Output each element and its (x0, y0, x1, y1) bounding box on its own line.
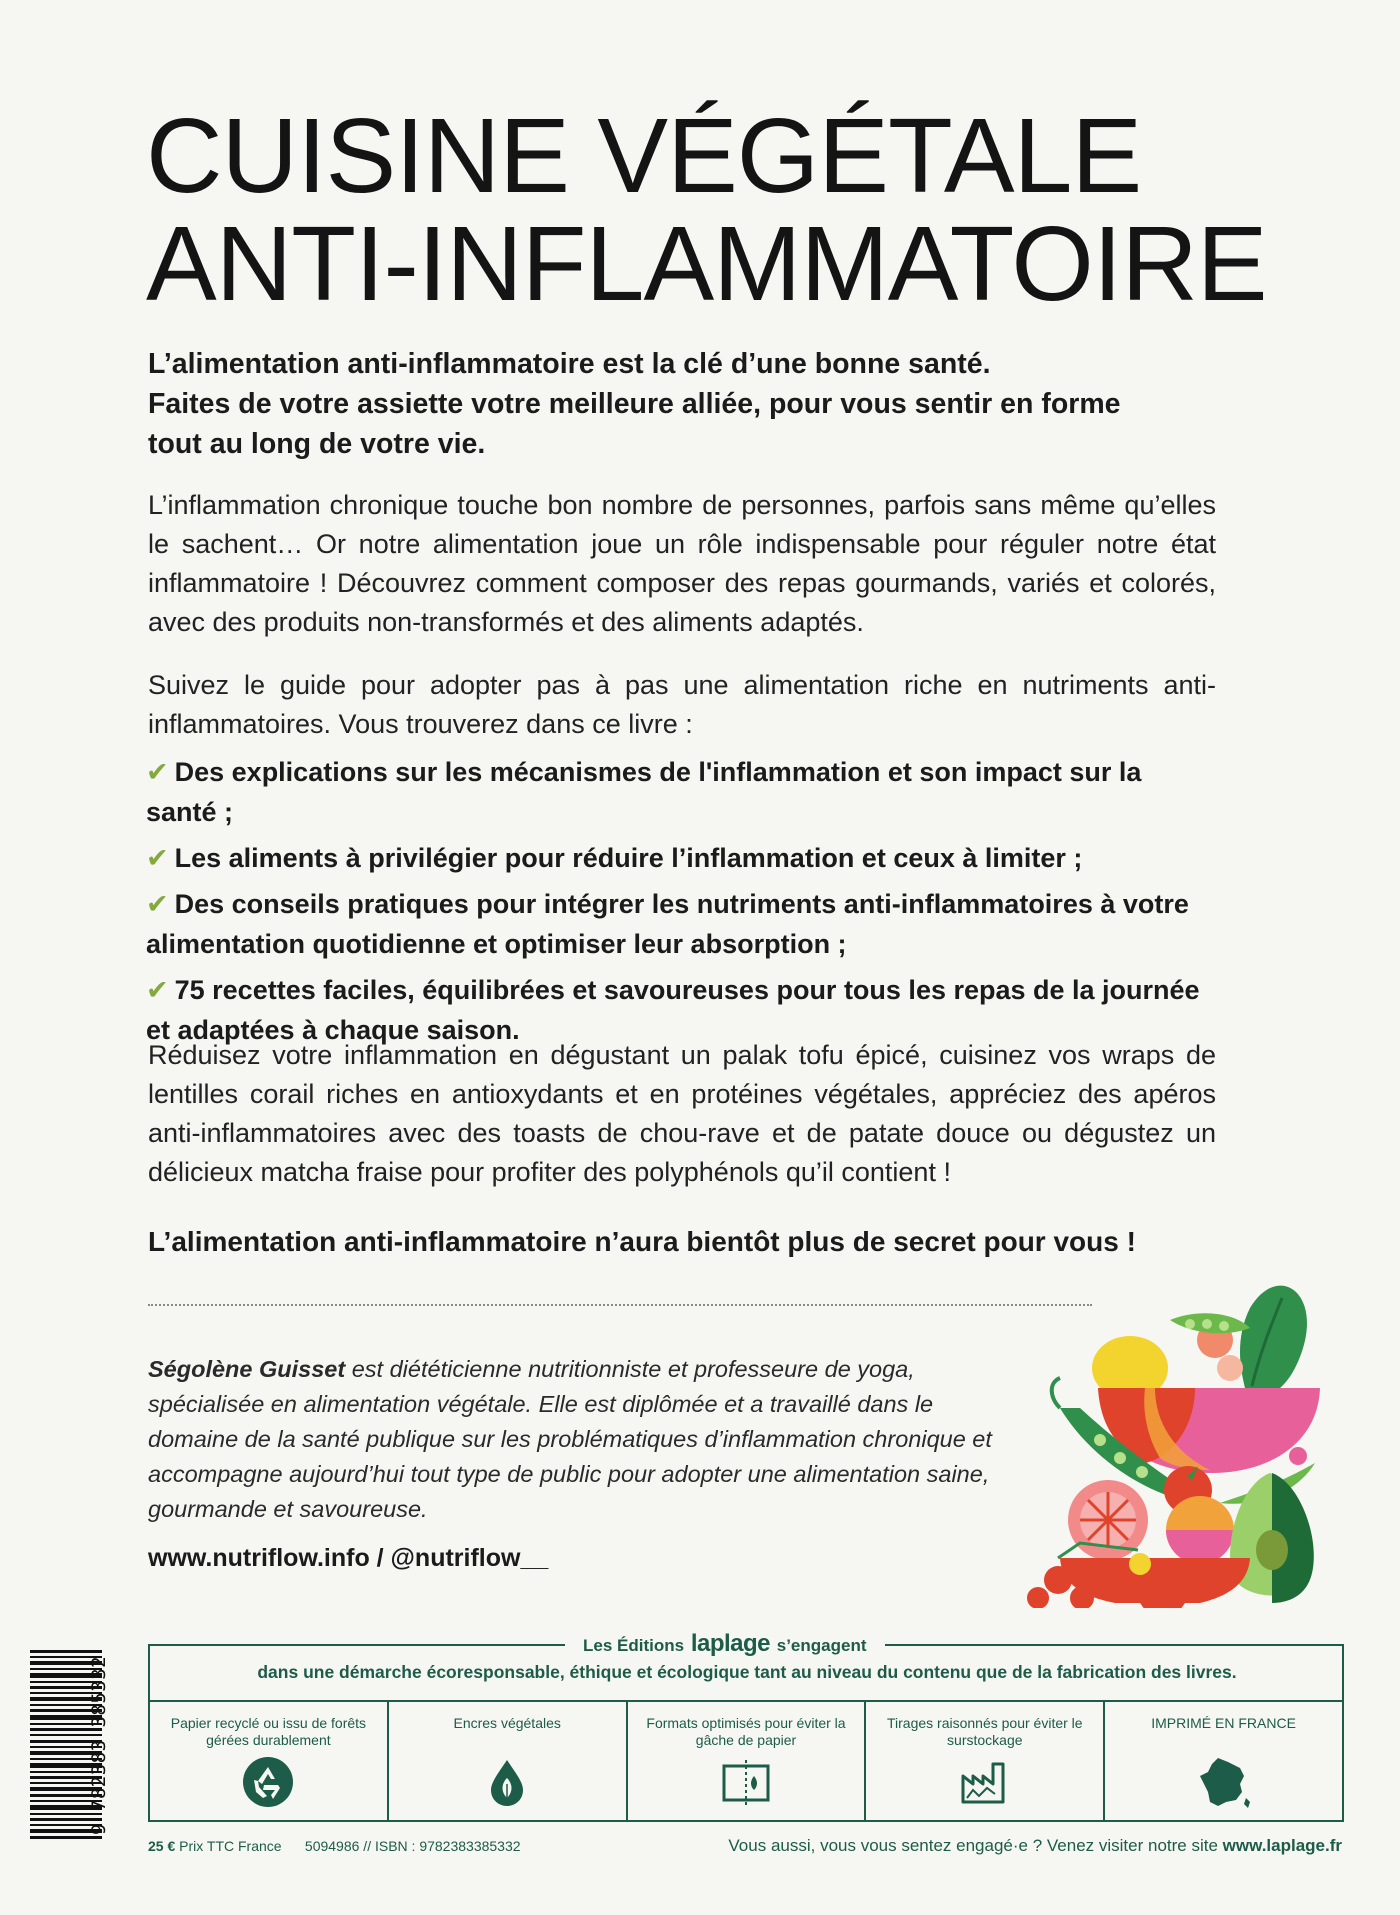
engagement-heading: Les Éditions laplage s’engagent (565, 1626, 885, 1662)
lead-line-2: Faites de votre assiette votre meilleure alliée, pour vous sentir en forme (148, 388, 1121, 420)
publisher-site-link[interactable]: www.laplage.fr (1222, 1836, 1342, 1855)
author-links[interactable]: www.nutriflow.info / @nutriflow__ (148, 1544, 549, 1572)
factory-icon (957, 1754, 1013, 1810)
list-item: ✔ 75 recettes faciles, équilibrées et savoureuses pour tous les repas de la journée et adaptées à chaque saison. (146, 975, 1200, 1045)
publisher-logo: laplage (690, 1630, 771, 1657)
lead-text (148, 344, 1228, 464)
commitment-recycled-paper: Papier recyclé ou issu de forêts gérées durablement (150, 1702, 387, 1822)
author-bio (148, 1352, 1008, 1527)
isbn: 5094986 // ISBN : 9782383385332 (304, 1838, 521, 1854)
lead-line-1: L’alimentation anti-inflammatoire est la clé d’une bonne santé. (148, 348, 991, 380)
check-icon: ✔ (146, 843, 169, 873)
author-name: Ségolène Guisset (148, 1356, 346, 1382)
barcode-number: 9 782383 385332 (88, 1655, 110, 1835)
ink-drop-icon (479, 1754, 535, 1810)
list-item: ✔ Des conseils pratiques pour intégrer les nutriments anti-inflammatoires à votre alimentation quotidienne et optimiser leur absorption ; (146, 889, 1189, 959)
check-icon: ✔ (146, 889, 169, 919)
visit-site-line: Vous aussi, vous vous sentez engagé·e ? Venez visiter notre site www.laplage.fr (728, 1836, 1342, 1855)
author-bio-text: est diététicienne nutritionniste et professeure de yoga, spécialisée en alimentation végétale. Elle est diplômée et a travaillé dans le domaine de la santé publique sur les problématiques d’inflammation chronique et accompagne aujourd’hui tout type de public pour adopter une alimentation saine, gourmande et savoureuse. (148, 1356, 992, 1522)
closing-statement: L’alimentation anti-inflammatoire n’aura bientôt plus de secret pour vous ! (148, 1226, 1136, 1257)
book-title (146, 97, 1267, 323)
france-map-icon (1196, 1754, 1252, 1810)
recycle-icon (240, 1754, 296, 1810)
commitment-reasoned-print-runs: Tirages raisonnés pour éviter le surstockage (864, 1702, 1103, 1822)
price-isbn-line: 25 € Prix TTC France 5094986 // ISBN : 9782383385332 (148, 1838, 521, 1854)
dotted-divider (148, 1304, 1092, 1306)
check-icon: ✔ (146, 757, 169, 787)
commitment-optimized-formats: Formats optimisés pour éviter la gâche de papier (626, 1702, 865, 1822)
vegetables-illustration (1020, 1258, 1320, 1608)
paper-format-icon (718, 1754, 774, 1810)
lead-line-3: tout au long de votre vie. (148, 428, 486, 460)
features-list (146, 752, 1218, 1056)
commitment-printed-in-france: IMPRIMÉ EN FRANCE (1103, 1702, 1342, 1822)
guide-paragraph: Suivez le guide pour adopter pas à pas une alimentation riche en nutriments anti-inflammatoires. Vous trouverez dans ce livre : (148, 670, 1216, 739)
title-line-2: ANTI-INFLAMMATOIRE (146, 205, 1267, 323)
check-icon: ✔ (146, 975, 169, 1005)
list-item: ✔ Des explications sur les mécanismes de l'inflammation et son impact sur la santé ; (146, 757, 1142, 827)
engagement-commitments (150, 1700, 1342, 1822)
recipes-paragraph: Réduisez votre inflammation en dégustant un palak tofu épicé, cuisinez vos wraps de lentilles corail riches en antioxydants et en protéines végétales, appréciez des apéros anti-inflammatoires avec des toasts de chou-rave et de patate douce ou dégustez un délicieux matcha fraise pour profiter des polyphénols qu’il contient ! (148, 1040, 1216, 1187)
list-item: ✔ Les aliments à privilégier pour réduire l’inflammation et ceux à limiter ; (146, 843, 1083, 873)
intro-paragraph: L’inflammation chronique touche bon nombre de personnes, parfois sans même qu’elles le sachent… Or notre alimentation joue un rôle indispensable pour réguler notre état inflammatoire ! Découvrez comment composer des repas gourmands, variés et colorés, avec des produits non-transformés et des aliments adaptés. (148, 490, 1216, 637)
engagement-subtitle: dans une démarche écoresponsable, éthique et écologique tant au niveau du contenu que de la fabrication des livres. (257, 1662, 1237, 1682)
price: 25 € (148, 1838, 176, 1854)
commitment-vegetable-inks: Encres végétales (387, 1702, 626, 1822)
title-line-1: CUISINE VÉGÉTALE (146, 97, 1142, 215)
